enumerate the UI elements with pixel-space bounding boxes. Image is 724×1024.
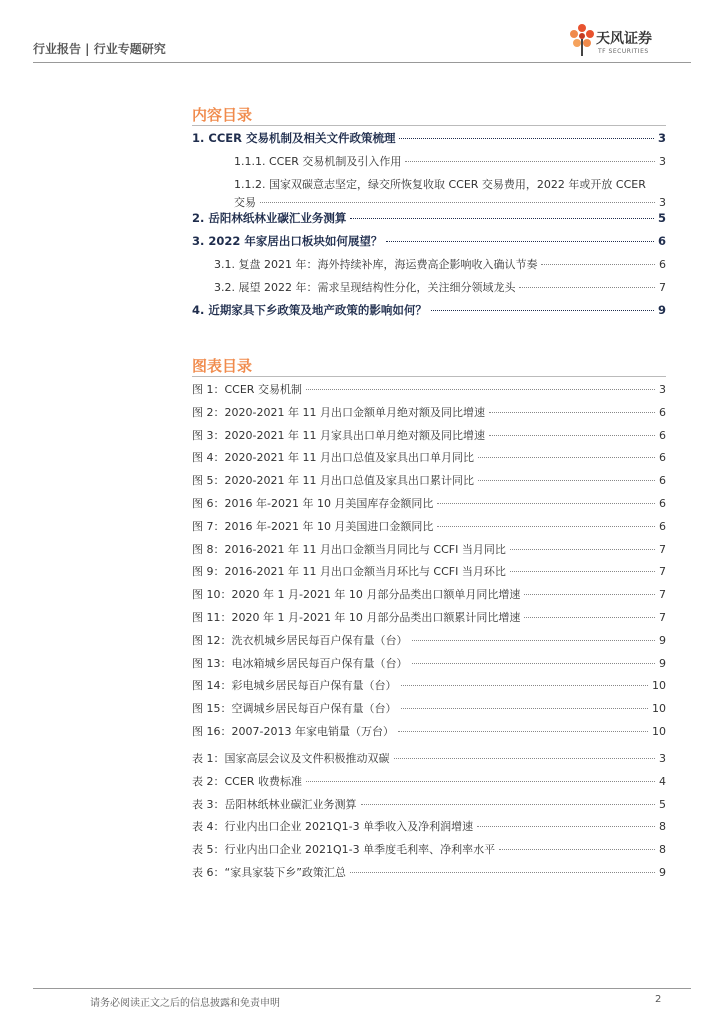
toc-entry[interactable]: 图 4：2020-2021 年 11 月出口总值及家具出口单月同比 6 <box>192 451 666 465</box>
company-logo <box>568 22 698 62</box>
toc-entry[interactable]: 4. 近期家具下乡政策及地产政策的影响如何？ 9 <box>192 303 666 317</box>
logo-subtitle: TF SECURITIES <box>598 48 649 55</box>
toc-entry[interactable]: 1.1.2. 国家双碳意志坚定，绿交所恢复收取 CCER 交易费用，2022 年或开放 CCER 交易 3 <box>234 178 666 209</box>
toc-entry[interactable]: 表 5：行业内出口企业 2021Q1-3 单季度毛利率、净利率水平 8 <box>192 843 666 857</box>
toc-entry[interactable]: 1.1.1. CCER 交易机制及引入作用 3 <box>234 155 666 168</box>
toc-entry[interactable]: 表 3：岳阳林纸林业碳汇业务测算 5 <box>192 797 666 811</box>
toc-entry[interactable]: 图 11：2020 年 1 月-2021 年 10 月部分品类出口额累计同比增速 7 <box>192 611 666 624</box>
figures-title: 图表目录 <box>192 357 253 375</box>
toc-entry[interactable]: 2. 岳阳林纸林业碳汇业务测算 5 <box>192 211 666 225</box>
toc-entry[interactable]: 图 3：2020-2021 年 11 月家具出口单月绝对额及同比增速 6 <box>192 428 666 442</box>
logo-name: 天风证券 <box>596 31 652 47</box>
footer-divider <box>33 988 691 989</box>
page-header <box>0 0 724 70</box>
toc-entry[interactable]: 图 16：2007-2013 年家电销量（万台） 10 <box>192 725 666 738</box>
toc-entry[interactable]: 表 2：CCER 收费标准 4 <box>192 774 666 788</box>
page-number: 2 <box>655 994 662 1005</box>
contents-title: 内容目录 <box>192 106 253 124</box>
toc-entry[interactable]: 图 12：洗衣机城乡居民每百户保有量（台） 9 <box>192 633 666 647</box>
footer-disclaimer: 请务必阅读正文之后的信息披露和免责申明 <box>90 998 280 1009</box>
toc-entry[interactable]: 图 6：2016 年-2021 年 10 月美国库存金额同比 6 <box>192 497 666 510</box>
toc-entry[interactable]: 图 10：2020 年 1 月-2021 年 10 月部分品类出口额单月同比增速 7 <box>192 588 666 602</box>
contents-title-underline <box>192 125 666 126</box>
toc-entry[interactable]: 3.2. 展望 2022 年：需求呈现结构性分化，关注细分领域龙头 7 <box>214 281 666 294</box>
toc-entry[interactable]: 图 7：2016 年-2021 年 10 月美国进口金额同比 6 <box>192 519 666 533</box>
header-divider <box>33 62 691 63</box>
toc-entry[interactable]: 表 6：“家具家装下乡”政策汇总 9 <box>192 866 666 879</box>
toc-entry[interactable]: 图 5：2020-2021 年 11 月出口总值及家具出口累计同比 6 <box>192 474 666 488</box>
figures-title-underline <box>192 376 666 377</box>
toc-entry[interactable]: 图 9：2016-2021 年 11 月出口金额当月环比与 CCFI 当月环比 7 <box>192 565 666 579</box>
toc-entry[interactable]: 图 15：空调城乡居民每百户保有量（台） 10 <box>192 702 666 716</box>
flower-logo-icon <box>568 22 596 58</box>
toc-entry[interactable]: 3. 2022 年家居出口板块如何展望？ 6 <box>192 234 666 248</box>
toc-entry[interactable]: 图 13：电冰箱城乡居民每百户保有量（台） 9 <box>192 656 666 670</box>
toc-entry[interactable]: 表 4：行业内出口企业 2021Q1-3 单季收入及净利润增速 8 <box>192 820 666 834</box>
report-type-label: 行业报告 | 行业专题研究 <box>33 42 166 56</box>
toc-entry[interactable]: 1. CCER 交易机制及相关文件政策梳理 3 <box>192 131 666 145</box>
toc-entry[interactable]: 图 1：CCER 交易机制 3 <box>192 383 666 396</box>
toc-entry[interactable]: 图 2：2020-2021 年 11 月出口金额单月绝对额及同比增速 6 <box>192 405 666 419</box>
toc-entry[interactable]: 3.1. 复盘 2021 年：海外持续补库，海运费高企影响收入确认节奏 6 <box>214 258 666 271</box>
toc-entry[interactable]: 表 1：国家高层会议及文件积极推动双碳 3 <box>192 752 666 765</box>
toc-entry[interactable]: 图 14：彩电城乡居民每百户保有量（台） 10 <box>192 679 666 693</box>
toc-entry[interactable]: 图 8：2016-2021 年 11 月出口金额当月同比与 CCFI 当月同比 7 <box>192 542 666 556</box>
